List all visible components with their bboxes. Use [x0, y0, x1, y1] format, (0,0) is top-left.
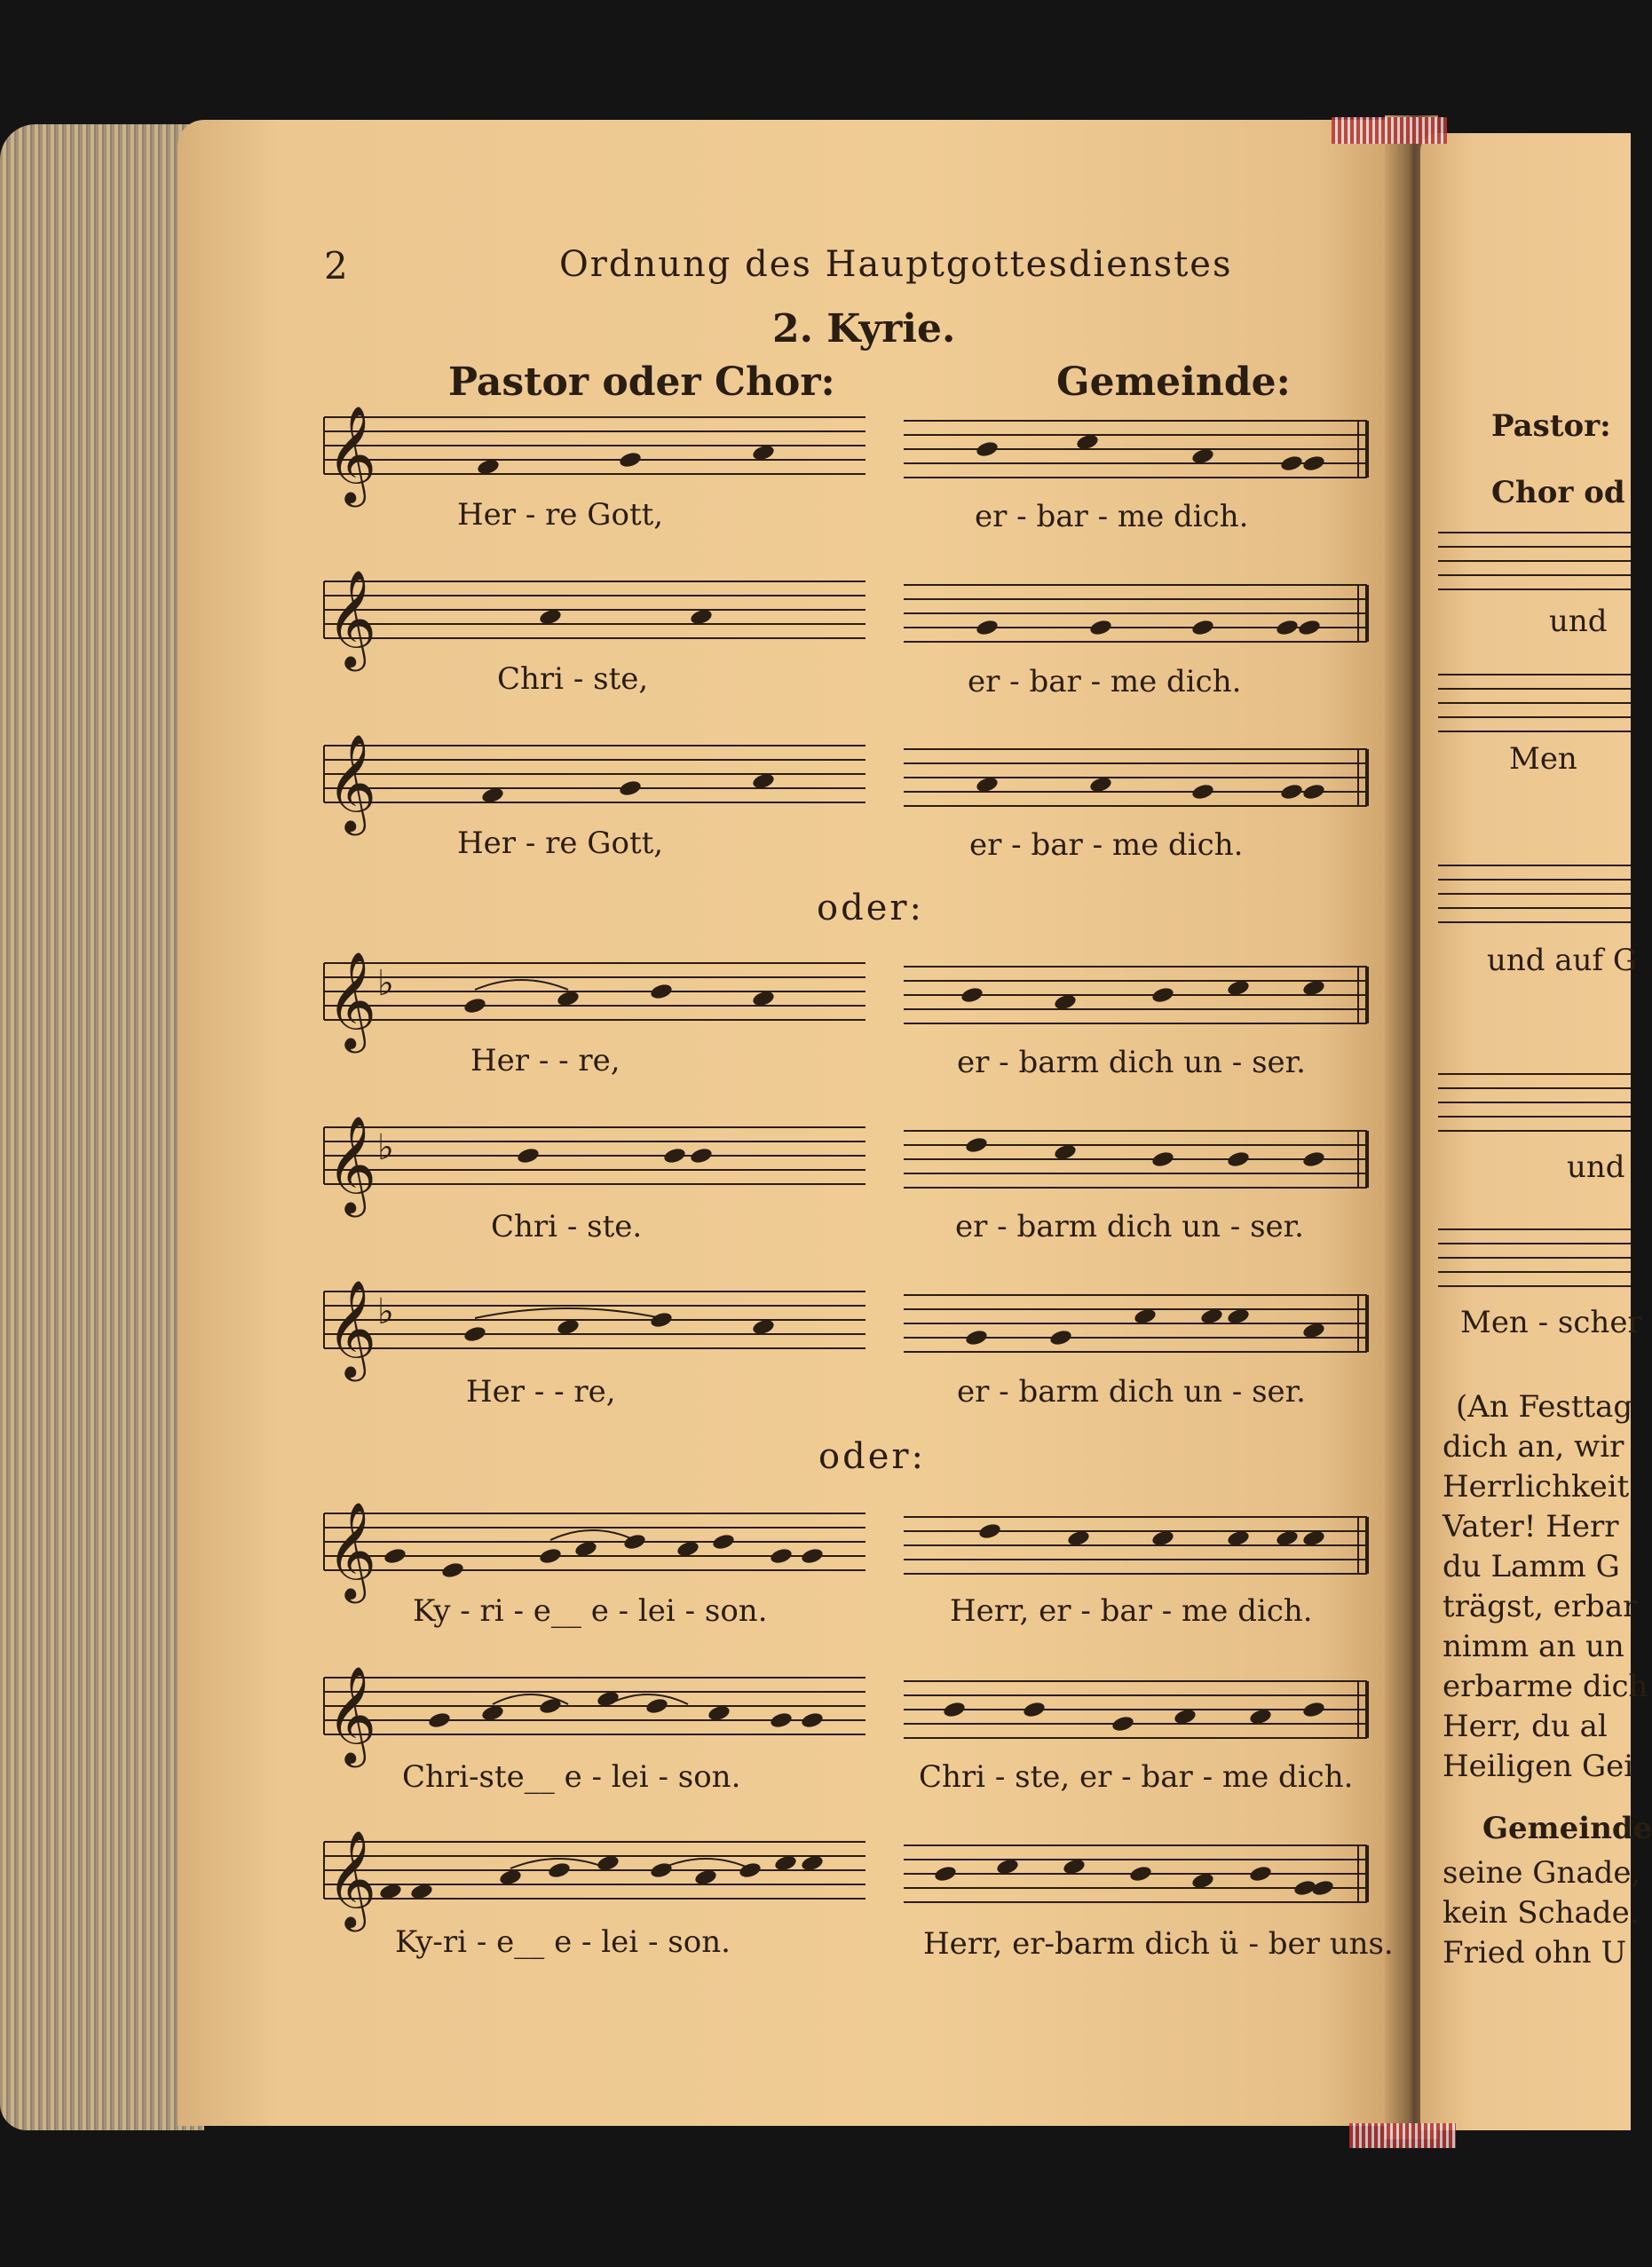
note-head: [800, 1711, 824, 1730]
right-page-text: Vater! Herr: [1443, 1509, 1619, 1544]
note-head: [1022, 1701, 1046, 1719]
running-head: Ordnung des Hauptgottesdienstes: [559, 244, 1233, 285]
note-head: [644, 1697, 668, 1716]
note-head: [649, 983, 673, 1001]
lyrics-line: er - barm dich un - ser.: [955, 1209, 1304, 1244]
page-number: 2: [324, 244, 348, 288]
right-page-text: dich an, wir: [1443, 1429, 1624, 1465]
right-page-text: und auf G: [1487, 943, 1638, 978]
lyrics-line: Chri - ste.: [491, 1209, 643, 1244]
note-head: [1301, 783, 1325, 802]
note-head: [383, 1547, 407, 1566]
right-page-text: Fried ohn U: [1443, 1935, 1627, 1971]
note-head: [1226, 1150, 1250, 1169]
lyrics-line: Chri - ste,: [497, 661, 649, 697]
role-label-gemeinde: Gemeinde:: [1056, 359, 1291, 405]
right-page-text: Herr, du al: [1443, 1709, 1608, 1744]
treble-clef-icon: 𝄞: [327, 734, 377, 832]
note-head: [933, 1865, 957, 1884]
lyrics-line: Her - re Gott,: [457, 825, 664, 861]
right-page-text: du Lamm G: [1443, 1549, 1620, 1584]
right-page-text: Gemeinde: [1482, 1811, 1652, 1846]
lyrics-line: Her - - re,: [470, 1043, 620, 1078]
lyrics-line: er - bar - me dich.: [975, 499, 1249, 534]
note-head: [462, 1325, 486, 1344]
lyrics-line: Chri - ste, er - bar - me dich.: [919, 1759, 1354, 1795]
treble-clef-icon: 𝄞: [327, 1280, 377, 1378]
right-page-text: Herrlichkeit: [1443, 1469, 1630, 1505]
note-head: [1088, 619, 1112, 637]
flat-sign-icon: ♭: [377, 963, 394, 1004]
right-page-text: und: [1549, 604, 1608, 639]
note-head: [942, 1701, 966, 1719]
note-head: [649, 1861, 673, 1880]
lyrics-line: Ky - ri - e__ e - lei - son.: [413, 1593, 768, 1629]
note-head: [622, 1533, 646, 1552]
note-head: [1190, 783, 1214, 802]
right-page-text: Men: [1509, 741, 1577, 777]
lyrics-line: er - barm dich un - ser.: [957, 1374, 1306, 1410]
note-head: [960, 986, 984, 1005]
note-head: [1150, 1150, 1174, 1169]
right-page-text: und: [1567, 1149, 1625, 1185]
right-page-text: erbarme dich: [1443, 1669, 1648, 1704]
note-head: [547, 1861, 571, 1880]
note-head: [1275, 619, 1299, 637]
right-page-text: Heiligen Gei: [1443, 1749, 1634, 1784]
note-head: [1190, 619, 1214, 637]
flat-sign-icon: ♭: [377, 1291, 394, 1332]
note-head: [738, 1861, 762, 1880]
note-head: [1310, 1879, 1334, 1898]
treble-clef-icon: 𝄞: [327, 1830, 377, 1928]
note-head: [1301, 1701, 1325, 1719]
note-head: [516, 1147, 540, 1165]
lyrics-line: er - bar - me dich.: [969, 827, 1244, 863]
note-head: [689, 1147, 713, 1165]
right-page-text: kein Schade.: [1443, 1895, 1640, 1931]
lyrics-line: er - barm dich un - ser.: [957, 1045, 1306, 1080]
note-head: [618, 451, 642, 470]
note-head: [440, 1561, 464, 1580]
treble-clef-icon: 𝄞: [327, 1116, 377, 1213]
separator-oder: oder:: [818, 1436, 926, 1477]
note-head: [618, 779, 642, 798]
right-page-text: seine Gnade,: [1443, 1855, 1641, 1891]
treble-clef-icon: 𝄞: [327, 1502, 377, 1600]
slur: [550, 1530, 635, 1540]
lyrics-line: Her - re Gott,: [457, 497, 664, 533]
role-label-pastor: Pastor oder Chor:: [448, 359, 835, 405]
right-page-text: nimm an un: [1443, 1629, 1624, 1664]
treble-clef-icon: 𝄞: [327, 952, 377, 1049]
right-page-text: Pastor:: [1491, 408, 1611, 444]
lyrics-line: Chri-ste__ e - lei - son.: [402, 1759, 741, 1795]
lyrics-line: Herr, er - bar - me dich.: [950, 1593, 1313, 1629]
note-head: [964, 1136, 988, 1155]
right-page-text: (An Festtag: [1456, 1389, 1633, 1425]
note-head: [1128, 1865, 1152, 1884]
note-head: [427, 1711, 451, 1730]
slur: [661, 1859, 750, 1868]
note-head: [1279, 454, 1303, 473]
note-head: [662, 1147, 686, 1165]
note-head: [1150, 986, 1174, 1005]
note-head: [538, 1547, 562, 1566]
note-head: [1111, 1715, 1134, 1734]
treble-clef-icon: 𝄞: [327, 570, 377, 667]
note-head: [649, 1311, 673, 1330]
note-head: [769, 1547, 793, 1566]
note-head: [711, 1533, 735, 1552]
note-head: [462, 997, 486, 1015]
slur: [608, 1694, 688, 1704]
right-page-text: trägst, erbar: [1443, 1589, 1638, 1624]
note-head: [977, 1522, 1001, 1541]
separator-oder: oder:: [817, 888, 924, 928]
section-title: 2. Kyrie.: [772, 306, 956, 352]
flat-sign-icon: ♭: [377, 1127, 394, 1168]
treble-clef-icon: 𝄞: [327, 1666, 377, 1764]
note-head: [964, 1329, 988, 1347]
lyrics-line: Ky-ri - e__ e - lei - son.: [395, 1924, 731, 1960]
note-head: [975, 619, 999, 637]
note-head: [769, 1711, 793, 1730]
note-head: [975, 440, 999, 459]
note-head: [1279, 783, 1303, 802]
slur: [475, 980, 568, 990]
note-head: [1297, 619, 1321, 637]
note-head: [800, 1547, 824, 1566]
note-head: [1301, 1150, 1325, 1169]
note-head: [1301, 454, 1325, 473]
note-head: [1248, 1865, 1272, 1884]
lyrics-line: Herr, er-barm dich ü - ber uns.: [923, 1926, 1394, 1962]
right-page-text: Men - scher: [1460, 1305, 1642, 1340]
right-page-text: Chor od: [1491, 475, 1625, 510]
slur: [475, 1308, 661, 1318]
note-head: [1048, 1329, 1072, 1347]
lyrics-line: er - bar - me dich.: [968, 664, 1242, 699]
treble-clef-icon: 𝄞: [327, 406, 377, 503]
lyrics-line: Her - - re,: [466, 1374, 616, 1410]
